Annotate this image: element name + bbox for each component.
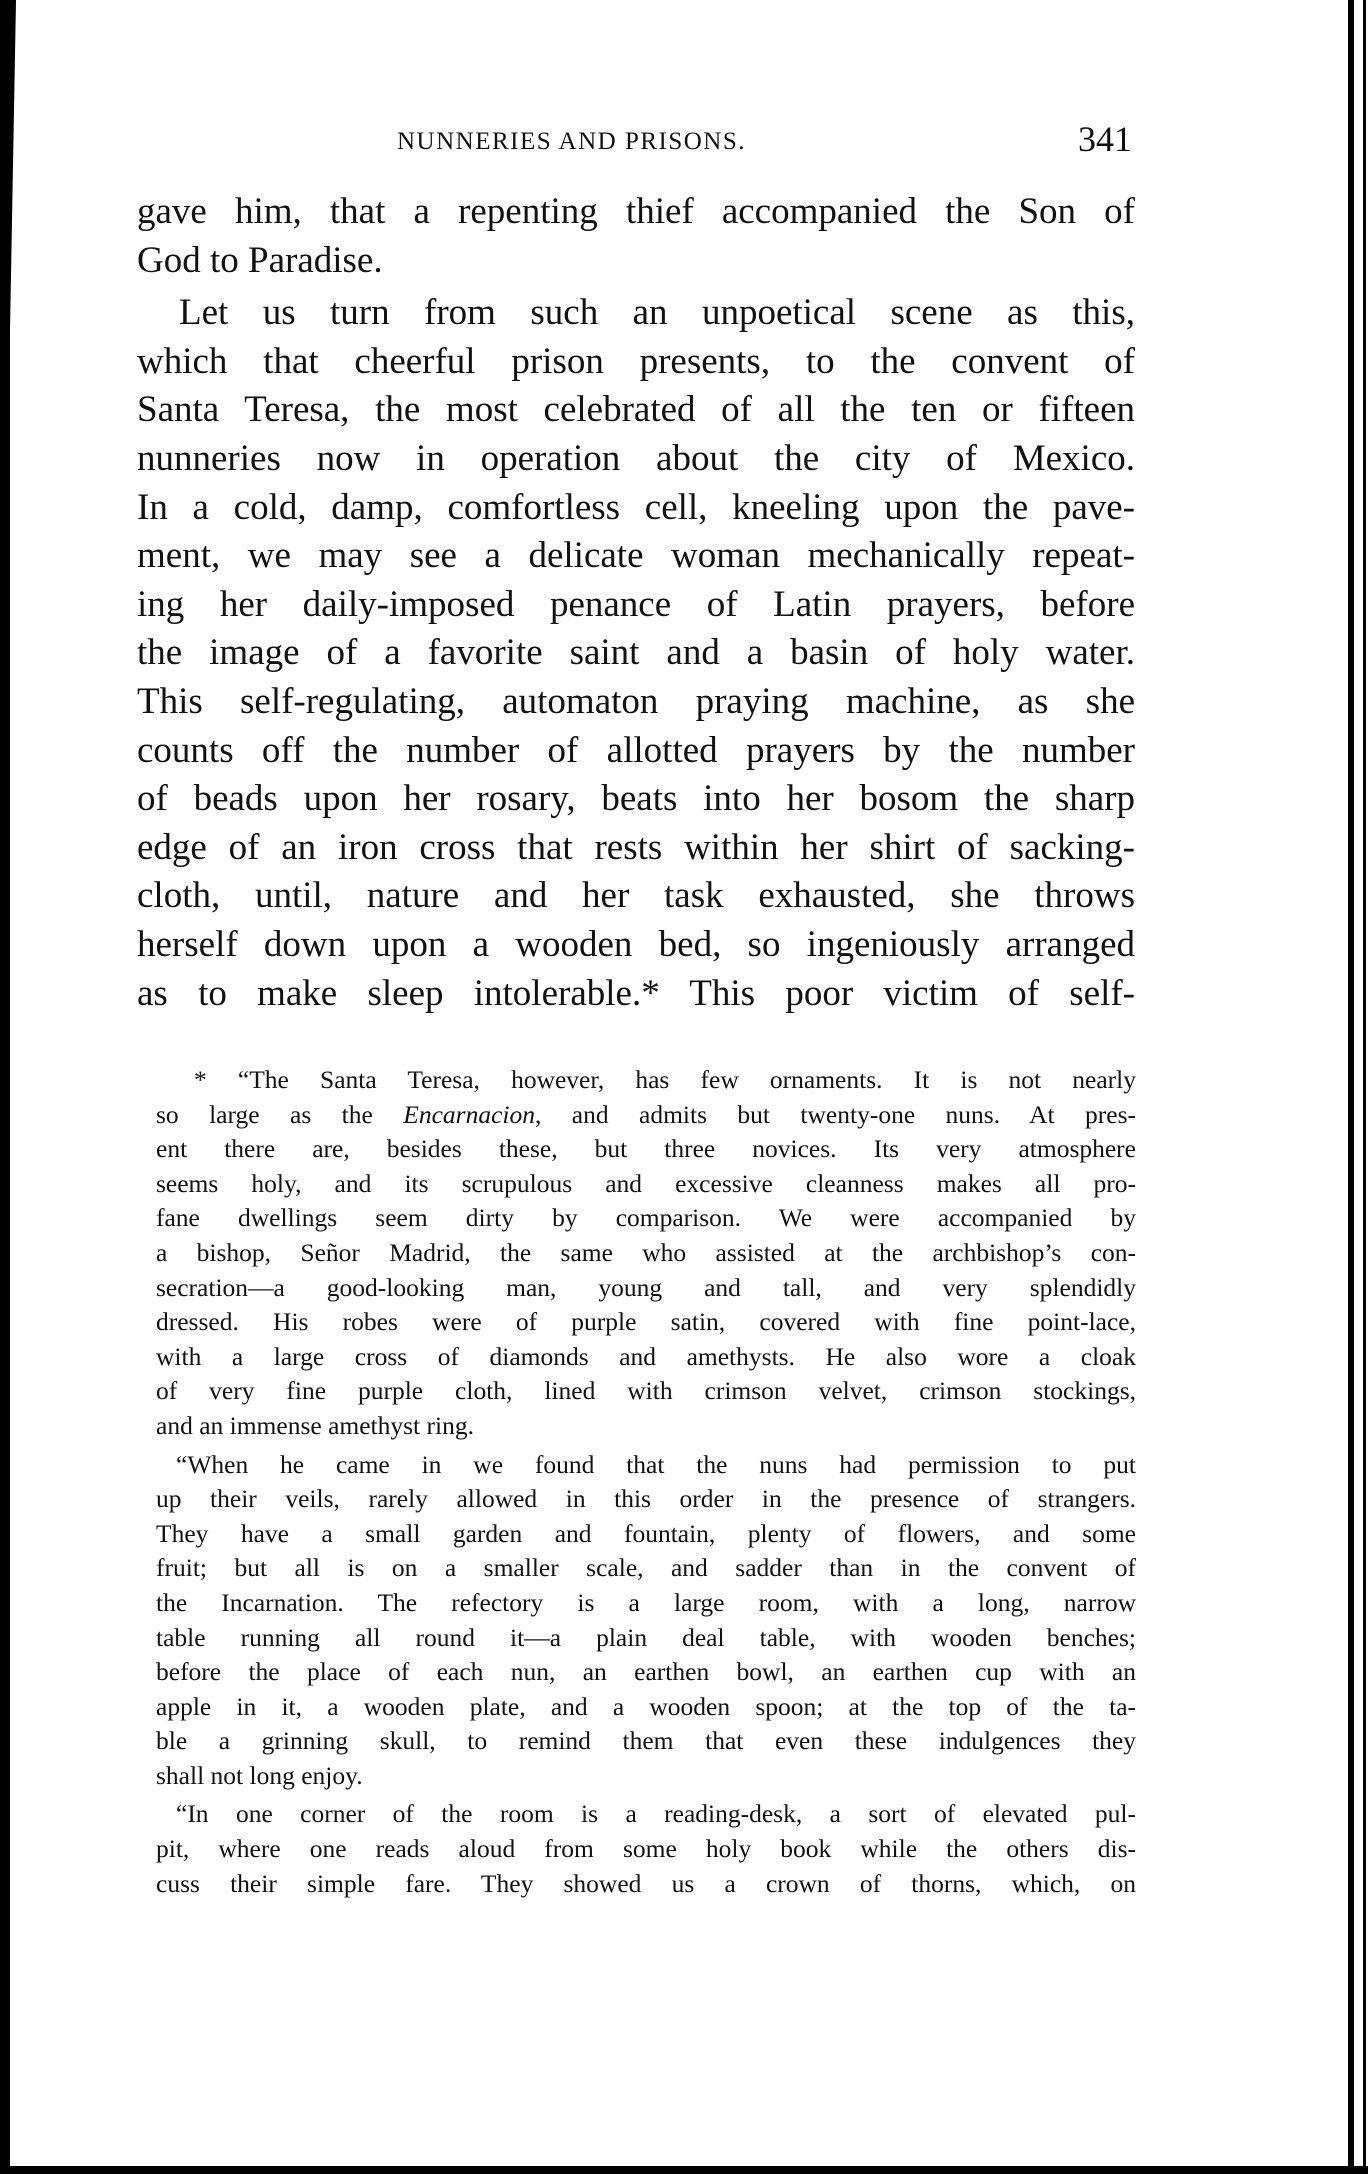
page-number: 341 [1078,119,1132,159]
text-line: cuss their simple fare. They showed us a crown of thorns, which, on [156,1868,1136,1898]
paragraph [137,289,1135,1018]
text-line: up their veils, rarely allowed in this order in the presence of strangers. [156,1484,1136,1514]
text-line: edge of an iron cross that rests within her shirt of sacking- [137,826,1135,868]
text-line: “In one corner of the room is a reading-desk, a sort of elevated pul- [176,1799,1136,1829]
footnotes [156,1063,1136,1905]
text-line: Let us turn from such an unpoetical scene as this, [179,292,1135,334]
text-line: “When he came in we found that the nuns had permission to put [176,1449,1136,1479]
scan-edge-left-shadow [10,0,16,330]
text-line: and an immense amethyst ring. [156,1410,474,1440]
scan-edge-left [0,0,10,2174]
text-line: ment, we may see a delicate woman mechanically repeat- [137,535,1135,577]
text-line: so large as the Encarnacion, and admits but twenty-one nuns. At pres- [156,1099,1137,1129]
text-line: cloth, until, nature and her task exhausted, she throws [137,875,1135,917]
paragraph [156,1063,1136,1444]
text-line: ent there are, besides these, but three novices. Its very atmosphere [156,1134,1136,1164]
running-title: NUNNERIES AND PRISONS. [397,128,747,155]
text-line: This self-regulating, automaton praying machine, as she [137,680,1135,722]
text-line: the Incarnation. The refectory is a large room, with a long, narrow [156,1587,1136,1617]
scan-edge-right [1348,0,1354,2174]
text-line: seems holy, and its scrupulous and excessive cleanness makes all pro- [156,1168,1136,1198]
text-line: as to make sleep intolerable.* This poor victim of self- [137,972,1135,1014]
main-text [137,188,1135,1022]
paragraph [156,1797,1136,1901]
text-line: secration—a good-looking man, young and tall, and very splendidly [156,1272,1136,1302]
text-line: gave him, that a repenting thief accompanied the Son of [137,191,1135,232]
text-line: In a cold, damp, comfortless cell, kneeling upon the pave- [137,486,1135,528]
paragraph [137,188,1135,285]
text-line: of very fine purple cloth, lined with crimson velvet, crimson stockings, [156,1376,1136,1406]
text-line: before the place of each nun, an earthen bowl, an earthen cup with an [156,1657,1136,1687]
text-line: They have a small garden and fountain, plenty of flowers, and some [156,1518,1136,1548]
text-line: herself down upon a wooden bed, so ingeniously arranged [137,923,1135,965]
text-line: counts off the number of allotted prayers by the number [137,729,1135,771]
text-line: nunneries now in operation about the city of Mexico. [137,437,1135,479]
text-line: * “The Santa Teresa, however, has few ornaments. It is not nearly [194,1065,1136,1094]
text-line: apple in it, a wooden plate, and a wooden spoon; at the top of the ta- [156,1691,1136,1721]
text-line: God to Paradise. [137,239,383,281]
scan-edge-right-outer [1363,0,1366,2174]
text-line: with a large cross of diamonds and amethysts. He also wore a cloak [156,1341,1136,1371]
text-line: Santa Teresa, the most celebrated of all the ten or fifteen [137,389,1135,431]
text-line: table running all round it—a plain deal table, with wooden benches; [156,1622,1136,1652]
text-line: fruit; but all is on a smaller scale, and sadder than in the convent of [156,1553,1136,1583]
text-line: which that cheerful prison presents, to the convent of [137,340,1135,382]
text-line: dressed. His robes were of purple satin, covered with fine point-lace, [156,1307,1136,1337]
text-line: fane dwellings seem dirty by comparison. We were accompanied by [156,1203,1136,1233]
text-line: a bishop, Señor Madrid, the same who assisted at the archbishop’s con- [156,1237,1136,1267]
text-line: the image of a favorite saint and a basin of holy water. [137,632,1135,674]
text-line: ble a grinning skull, to remind them that even these indulgences they [156,1726,1136,1756]
scan-edge-bottom [0,2166,1368,2174]
text-line: pit, where one reads aloud from some holy book while the others dis- [156,1834,1136,1864]
page-header [137,118,1132,158]
text-line: ing her daily-imposed penance of Latin prayers, before [137,583,1135,625]
text-line: shall not long enjoy. [156,1760,363,1790]
paragraph [156,1448,1136,1794]
text-line: of beads upon her rosary, beats into her bosom the sharp [137,778,1135,820]
